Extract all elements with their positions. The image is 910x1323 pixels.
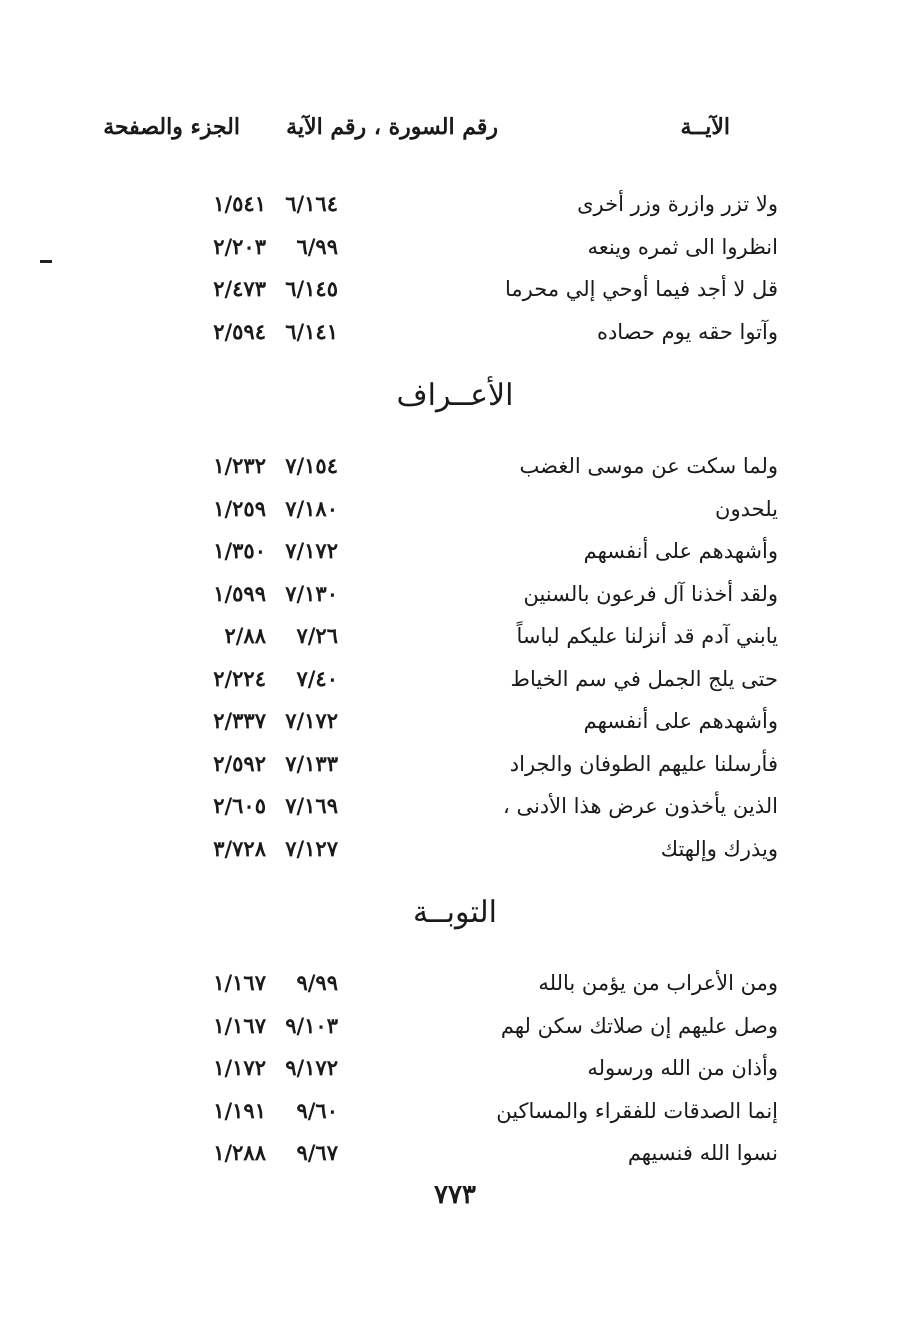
index-row bbox=[0, 271, 910, 311]
part-page-ref: ٣/٧٢٨ bbox=[213, 835, 266, 861]
sura-verse-ref: ٧/١٢٧ bbox=[285, 835, 338, 861]
sura-verse-ref: ٦/١٤٥ bbox=[285, 276, 338, 301]
sura-verse-ref: ٩/٦٧ bbox=[296, 1140, 338, 1165]
index-row bbox=[0, 746, 910, 786]
index-row bbox=[0, 703, 910, 743]
part-page-ref: ١/٣٥٠ bbox=[213, 538, 266, 563]
sura-verse-ref: ٧/١٧٢ bbox=[285, 708, 338, 733]
sura-verse-ref: ٧/٤٠ bbox=[296, 665, 338, 691]
part-page-ref: ١/٥٩٩ bbox=[213, 580, 266, 606]
index-row bbox=[0, 1050, 910, 1090]
part-page-ref: ١/١٦٧ bbox=[213, 970, 266, 995]
verse-text: ولما سكت عن موسى الغضب bbox=[519, 454, 778, 478]
verse-text: ولقد أخذنا آل فرعون بالسنين bbox=[523, 581, 778, 606]
index-row bbox=[0, 965, 910, 1005]
part-page-ref: ١/٢٨٨ bbox=[213, 1140, 266, 1165]
sura-verse-ref: ٧/١٦٩ bbox=[285, 793, 338, 818]
verse-text: انظروا الى ثمره وينعه bbox=[587, 234, 778, 259]
part-page-ref: ٢/٥٩٢ bbox=[213, 750, 266, 776]
part-page-ref: ١/٥٤١ bbox=[213, 191, 266, 216]
verse-text: إنما الصدقات للفقراء والمساكين bbox=[496, 1098, 778, 1123]
sura-verse-ref: ٧/١٥٤ bbox=[285, 453, 338, 478]
verse-text: حتى يلج الجمل في سم الخياط bbox=[510, 666, 778, 691]
part-page-ref: ٢/٢٢٤ bbox=[213, 665, 266, 691]
part-page-ref: ١/٢٥٩ bbox=[213, 495, 266, 521]
part-page-ref: ١/١٦٧ bbox=[213, 1012, 266, 1038]
verse-text: فأرسلنا عليهم الطوفان والجراد bbox=[509, 751, 778, 776]
part-page-ref: ١/١٧٢ bbox=[213, 1055, 266, 1080]
index-row bbox=[0, 661, 910, 701]
part-page-ref: ٢/٦٠٥ bbox=[213, 793, 266, 818]
sura-verse-ref: ٧/١٧٢ bbox=[285, 538, 338, 563]
part-page-ref: ٢/٥٩٤ bbox=[213, 318, 266, 344]
sura-verse-ref: ٩/١٠٣ bbox=[285, 1012, 338, 1038]
sura-verse-ref: ٦/١٤١ bbox=[285, 318, 338, 344]
verse-text: وأشهدهم على أنفسهم bbox=[583, 539, 778, 563]
index-row bbox=[0, 186, 910, 226]
verse-text: وآتوا حقه يوم حصاده bbox=[596, 319, 778, 344]
verse-text: قل لا أجد فيما أوحي إلي محرما bbox=[505, 277, 778, 301]
verse-text: الذين يأخذون عرض هذا الأدنى ، bbox=[503, 794, 778, 818]
sura-verse-ref: ٧/٢٦ bbox=[296, 623, 338, 648]
sura-verse-ref: ٩/٦٠ bbox=[296, 1097, 338, 1123]
index-row bbox=[0, 618, 910, 658]
index-row bbox=[0, 229, 910, 269]
part-page-ref: ١/٢٣٢ bbox=[213, 453, 266, 478]
index-row bbox=[0, 1093, 910, 1133]
index-row bbox=[0, 448, 910, 488]
part-page-ref: ٢/٨٨ bbox=[224, 623, 266, 648]
sura-verse-ref: ٧/١٣٠ bbox=[285, 580, 338, 606]
table-header bbox=[103, 114, 730, 154]
part-page-ref: ٢/٣٣٧ bbox=[213, 708, 266, 733]
index-row bbox=[0, 491, 910, 531]
verse-text: وأذان من الله ورسوله bbox=[587, 1056, 778, 1080]
verse-text: وأشهدهم على أنفسهم bbox=[583, 709, 778, 733]
verse-text: يلحدون bbox=[715, 496, 778, 521]
part-page-ref: ٢/٤٧٣ bbox=[213, 276, 266, 301]
page-number: ٧٧٣ bbox=[434, 1180, 476, 1210]
header-verse: الآيــة bbox=[680, 114, 730, 140]
index-row bbox=[0, 576, 910, 616]
index-row bbox=[0, 1008, 910, 1048]
sura-verse-ref: ٩/٩٩ bbox=[296, 970, 338, 995]
index-row bbox=[0, 788, 910, 828]
verse-text: يابني آدم قد أنزلنا عليكم لباساً bbox=[516, 624, 778, 648]
index-row bbox=[0, 1135, 910, 1175]
verse-text: وصل عليهم إن صلاتك سكن لهم bbox=[500, 1013, 778, 1038]
header-sura-verse-number: رقم السورة ، رقم الآية bbox=[286, 114, 498, 140]
sura-heading: التوبــة bbox=[412, 895, 498, 930]
verse-text: ومن الأعراب من يؤمن بالله bbox=[538, 971, 778, 995]
sura-verse-ref: ٧/١٣٣ bbox=[285, 750, 338, 776]
sura-verse-ref: ٩/١٧٢ bbox=[285, 1055, 338, 1080]
index-row bbox=[0, 314, 910, 354]
verse-text: نسوا الله فنسيهم bbox=[627, 1141, 778, 1165]
verse-text: ولا تزر وازرة وزر أخرى bbox=[577, 192, 778, 216]
sura-verse-ref: ٦/٩٩ bbox=[296, 233, 338, 259]
sura-verse-ref: ٦/١٦٤ bbox=[285, 191, 338, 216]
index-row bbox=[0, 533, 910, 573]
index-row bbox=[0, 831, 910, 871]
part-page-ref: ٢/٢٠٣ bbox=[213, 233, 266, 259]
header-part-page: الجزء والصفحة bbox=[103, 114, 240, 140]
sura-heading: الأعــراف bbox=[396, 378, 514, 413]
verse-text: ويذرك وإلهتك bbox=[660, 836, 778, 861]
part-page-ref: ١/١٩١ bbox=[213, 1097, 266, 1123]
sura-verse-ref: ٧/١٨٠ bbox=[285, 495, 338, 521]
